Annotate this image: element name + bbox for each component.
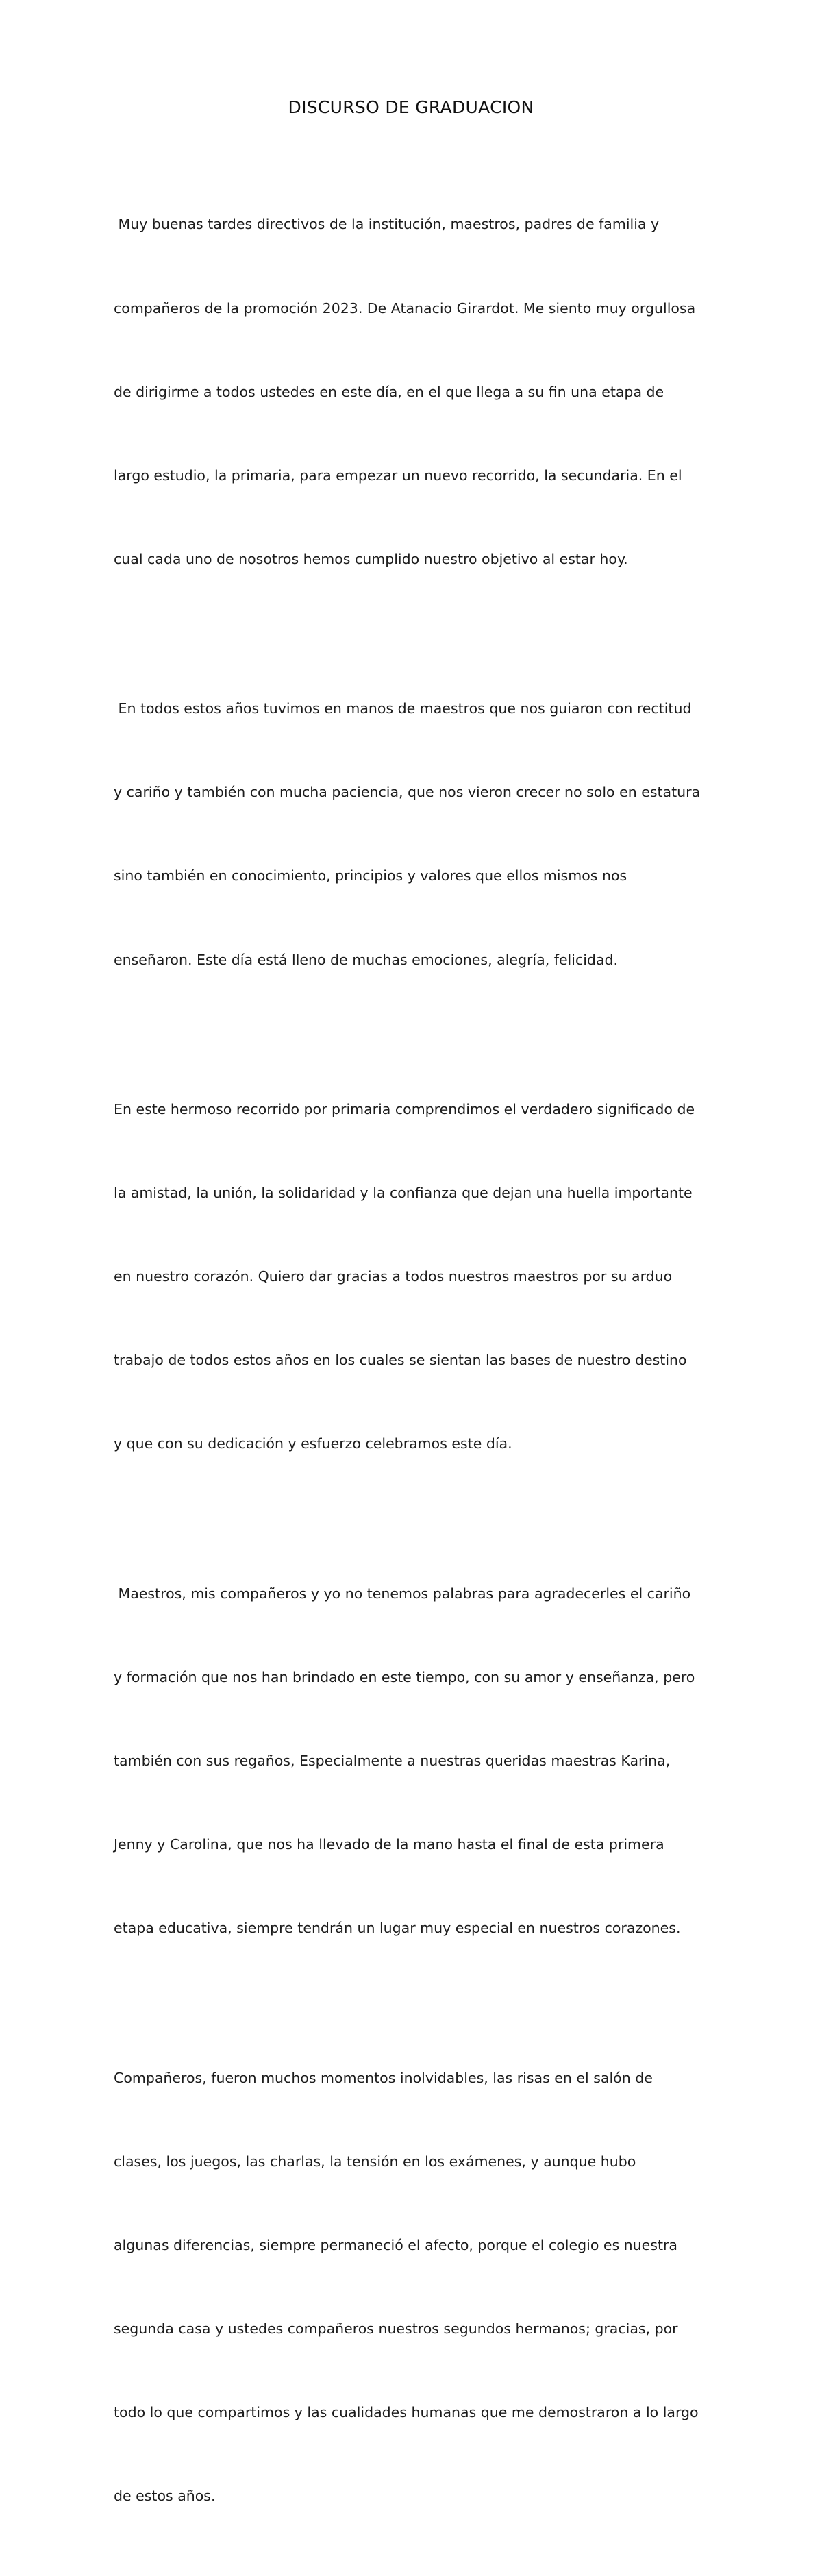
paragraph-line: Muy buenas tardes directivos de la institución, maestros, padres de familia y [114,216,660,233]
paragraph-line: y formación que nos han brindado en este tiempo, con su amor y enseñanza, pero [114,1669,695,1686]
paragraph-line: de dirigirme a todos ustedes en este día, en el que llega a su fin una etapa de [114,383,664,400]
paragraph-line: segunda casa y ustedes compañeros nuestros segundos hermanos; gracias, por [114,2320,678,2338]
paragraph-line: Compañeros, fueron muchos momentos inolvidables, las risas en el salón de [114,2069,653,2086]
paragraph-line: Maestros, mis compañeros y yo no tenemos palabras para agradecerles el cariño [114,1585,691,1602]
paragraph-3 [114,1040,717,1514]
paragraph-line: de estos años. [114,2488,216,2505]
paragraph-line: Jenny y Carolina, que nos ha llevado de la mano hasta el final de esta primera [114,1836,664,1853]
paragraph-line: sino también en conocimiento, principios y valores que ellos mismos nos [114,867,627,884]
paragraph-line: y cariño y también con mucha paciencia, que nos vieron crecer no solo en estatura [114,784,701,801]
paragraph-line: trabajo de todos estos años en los cuales se sientan las bases de nuestro destino [114,1352,687,1369]
paragraph-line: largo estudio, la primaria, para empezar un nuevo recorrido, la secundaria. En el [114,467,682,484]
paragraph-line: En este hermoso recorrido por primaria comprendimos el verdadero significado de [114,1101,695,1118]
paragraph-5 [114,2008,717,2566]
paragraph-line: y que con su dedicación y esfuerzo celebramos este día. [114,1435,512,1452]
paragraph-line: clases, los juegos, las charlas, la tensión en los exámenes, y aunque hubo [114,2153,636,2170]
paragraph-line: compañeros de la promoción 2023. De Atanacio Girardot. Me siento muy orgullosa [114,299,696,317]
paragraph-line: etapa educativa, siempre tendrán un lugar muy especial en nuestros corazones. [114,1920,681,1937]
paragraph-2 [114,639,717,1030]
paragraph-line: en nuestro corazón. Quiero dar gracias a todos nuestros maestros por su arduo [114,1268,673,1285]
paragraph-line: En todos estos años tuvimos en manos de maestros que nos guiaron con rectitud [114,700,692,717]
paragraph-1 [114,155,717,629]
paragraph-line: todo lo que compartimos y las cualidades humanas que me demostraron a lo largo [114,2404,699,2421]
paragraph-line: la amistad, la unión, la solidaridad y la confianza que dejan una huella importante [114,1185,693,1202]
document-body [114,155,717,2576]
paragraph-line: también con sus regaños, Especialmente a nuestras queridas maestras Karina, [114,1753,671,1770]
document-title: DISCURSO DE GRADUACION [288,97,534,117]
paragraph-line: algunas diferencias, siempre permaneció el afecto, porque el colegio es nuestra [114,2237,677,2253]
paragraph-line: cual cada uno de nosotros hemos cumplido nuestro objetivo al estar hoy. [114,550,628,567]
paragraph-4 [114,1524,717,1998]
paragraph-line: enseñaron. Este día está lleno de muchas emociones, alegría, felicidad. [114,951,619,968]
